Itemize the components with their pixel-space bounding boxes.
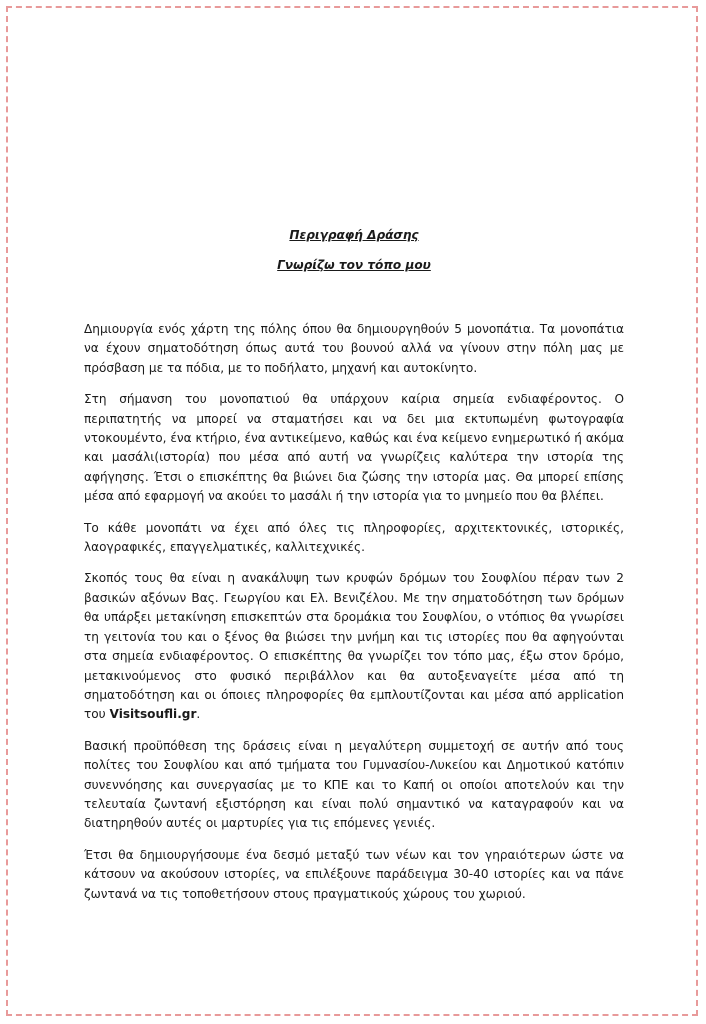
paragraph-5: Βασική προϋπόθεση της δράσεις είναι η μεγαλύτερη συμμετοχή σε αυτήν από τους πολίτες του Σουφλίου και από τμήματα του Γυμνασίου-Λυκείου και Δημοτικού κατόπιν συνεννόησης και συνεργασίας με το ΚΠΕ και το Καπή οι οποίοι αποτελούν και την τελευταία ζωντανή εξιστόρηση και είναι πολύ σημαντικό να καταγραφούν και να διατηρηθούν αυτές οι μαρτυρίες για τις επόμενες γενιές.	[84, 738, 624, 831]
paragraph-3: Το κάθε μονοπάτι να έχει από όλες τις πληροφορίες, αρχιτεκτονικές, ιστορικές, λαογραφικές, επαγγελματικές, καλλιτεχνικές.	[84, 520, 624, 555]
document-body	[84, 226, 624, 916]
paragraph-4	[84, 569, 624, 724]
document-title: Περιγραφή Δράσης	[289, 228, 419, 242]
paragraph-1: Δημιουργία ενός χάρτη της πόλης όπου θα δημιουργηθούν 5 μονοπάτια. Τα μονοπάτια να έχουν σηματοδότηση όπως αυτά του βουνού αλλά να γίνουν στην πόλη μας με πρόσβαση με τα πόδια, με το ποδήλατο, μηχανή και αυτοκίνητο.	[84, 322, 624, 375]
paragraph-4-text: Σκοπός τους θα είναι η ανακάλυψη των κρυφών δρόμων του Σουφλίου πέραν των 2 βασικών αξόνων Βας. Γεωργίου και Ελ. Βενιζέλου. Με την σηματοδότηση των δρόμων θα υπάρξει μετακίνηση επισκεπτών στα δρομάκια του Σουφλίου, ο ντόπιος θα γνωρίσει τη γειτονία του και ο ξένος θα βιώσει την μνήμη και τις ιστορίες που θα αφηγούνται στα σημεία ενδιαφέροντος. Ο επισκέπτης θα γνωρίζει τον τόπο μας, έξω στον δρόμο, μετακινούμενος στο φυσικό περιβάλλον και θα αυτοξεναγείτε μέσα από τη σηματοδότηση και οι όποιες πληροφορίες θα εμπλουτίζονται και μέσα από application του	[84, 571, 624, 722]
paragraph-6: Έτσι θα δημιουργήσουμε ένα δεσμό μεταξύ των νέων και τον γηραιότερων ώστε να κάτσουν να ακούσουν ιστορίες, να επιλέξουνε παράδειγμα 30-40 ιστορίες και να πάνε ζωντανά να τις τοποθετήσουν στους πραγματικούς χώρους του χωριού.	[84, 847, 624, 901]
website-name: Visitsoufli.gr	[109, 707, 197, 722]
website-suffix: .	[196, 707, 201, 722]
paragraph-2: Στη σήμανση του μονοπατιού θα υπάρχουν καίρια σημεία ενδιαφέροντος. Ο περιπατητής να μπορεί να σταματήσει και να δει μια εκτυπωμένη φωτογραφία ντοκουμέντο, ένα κτήριο, ένα αντικείμενο, καθώς και ένα κείμενο ενημερωτικό ή ακόμα και μασάλι(ιστορία) που μέσα από αυτή να γνωρίζεις καλύτερα την ιστορία της αφήγησης. Έτσι ο επισκέπτης θα βιώνει δια ζώσης την ιστορία μας. Θα μπορεί επίσης μέσα από εφαρμογή να ακούει το μασάλι ή την ιστορία για το μνημείο που θα βλέπει.	[84, 392, 624, 504]
document-subtitle: Γνωρίζω τον τόπο μου	[277, 258, 431, 272]
